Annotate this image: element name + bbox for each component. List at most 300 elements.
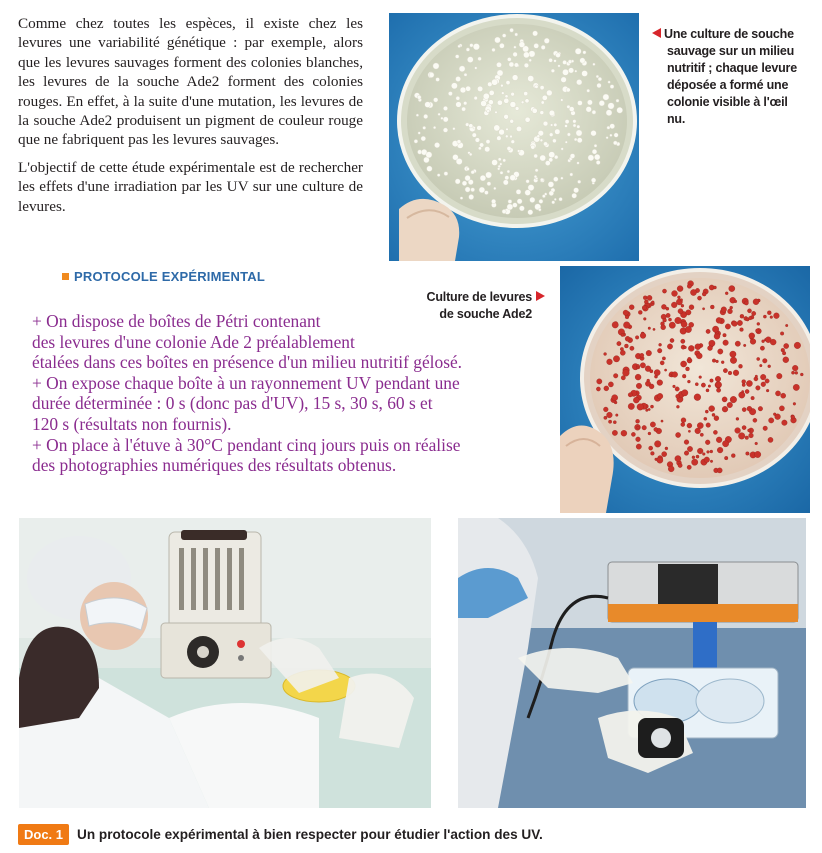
colony-dot — [455, 55, 459, 59]
colony-dot — [588, 155, 594, 161]
colony-dot — [686, 367, 690, 371]
colony-dot — [665, 447, 668, 450]
colony-dot — [475, 67, 478, 70]
colony-dot — [651, 301, 654, 304]
colony-dot — [503, 159, 506, 162]
colony-dot — [425, 102, 431, 108]
colony-dot — [554, 60, 557, 63]
colony-dot — [659, 343, 662, 346]
colony-dot — [427, 166, 433, 172]
colony-dot — [523, 52, 529, 58]
colony-dot — [672, 372, 678, 378]
colony-dot — [716, 388, 720, 392]
colony-dot — [473, 127, 476, 130]
colony-dot — [508, 200, 512, 204]
colony-dot — [763, 426, 768, 431]
colony-dot — [541, 101, 544, 104]
colony-dot — [668, 466, 674, 472]
caption-wild-line-5: colonie visible à l'œil — [667, 95, 788, 109]
colony-dot — [497, 136, 502, 141]
colony-dot — [730, 306, 733, 309]
colony-dot — [620, 347, 623, 350]
colony-dot — [616, 414, 619, 417]
colony-dot — [728, 309, 733, 314]
colony-dot — [753, 299, 759, 305]
colony-dot — [549, 58, 553, 62]
colony-dot — [780, 332, 784, 336]
colony-dot — [554, 155, 558, 159]
colony-dot — [757, 357, 760, 360]
colony-dot — [529, 51, 535, 57]
colony-dot — [543, 121, 548, 126]
colony-dot — [746, 452, 750, 456]
colony-dot — [662, 452, 667, 457]
colony-dot — [533, 31, 538, 36]
colony-dot — [681, 339, 685, 343]
colony-dot — [714, 416, 719, 421]
colony-dot — [766, 389, 769, 392]
colony-dot — [643, 318, 646, 321]
colony-dot — [510, 135, 513, 138]
colony-dot — [752, 311, 756, 315]
section-title-text: PROTOCOLE EXPÉRIMENTAL — [74, 269, 265, 284]
colony-dot — [633, 397, 639, 403]
colony-dot — [653, 328, 655, 330]
colony-dot — [505, 95, 508, 98]
colony-dot — [534, 154, 538, 158]
colony-dot — [480, 175, 486, 181]
protocol-line-5: durée déterminée : 0 s (donc pas d'UV), 15 s, 30 s, 60 s et — [32, 393, 433, 414]
colony-dot — [475, 138, 480, 143]
colony-dot — [760, 364, 763, 367]
colony-dot — [791, 415, 795, 419]
colony-dot — [758, 406, 763, 411]
colony-dot — [612, 430, 617, 435]
colony-dot — [443, 128, 448, 133]
colony-dot — [667, 344, 672, 349]
colony-dot — [424, 114, 428, 118]
doc-badge: Doc. 1 — [18, 824, 69, 845]
colony-dot — [534, 175, 537, 178]
colony-dot — [700, 433, 703, 436]
colony-dot — [554, 198, 556, 200]
colony-dot — [723, 333, 727, 337]
colony-dot — [749, 316, 753, 320]
colony-dot — [800, 373, 803, 376]
colony-dot — [702, 453, 705, 456]
colony-dot — [594, 154, 600, 160]
colony-dot — [628, 393, 632, 397]
caption-wild-line-6: nu. — [667, 112, 686, 126]
colony-dot — [455, 179, 460, 184]
colony-dot — [550, 124, 553, 127]
colony-dot — [613, 421, 616, 424]
colony-dot — [569, 107, 574, 112]
colony-dot — [608, 81, 611, 84]
colony-dot — [748, 429, 751, 432]
colony-dot — [562, 69, 568, 75]
colony-dot — [650, 370, 653, 373]
colony-dot — [535, 85, 539, 89]
colony-dot — [779, 406, 784, 411]
colony-dot — [760, 346, 764, 350]
colony-dot — [774, 313, 780, 319]
colony-dot — [416, 114, 419, 117]
colony-dot — [708, 346, 713, 351]
colony-dot — [650, 405, 653, 408]
colony-dot — [577, 162, 580, 165]
colony-dot — [791, 371, 794, 374]
colony-dot — [712, 326, 718, 332]
colony-dot — [549, 110, 555, 116]
colony-dot — [504, 114, 509, 119]
colony-dot — [570, 154, 575, 159]
colony-dot — [574, 138, 577, 141]
colony-dot — [793, 384, 799, 390]
colony-dot — [616, 99, 619, 102]
colony-dot — [782, 420, 788, 426]
colony-dot — [648, 408, 650, 410]
colony-dot — [737, 320, 742, 325]
colony-dot — [723, 340, 729, 346]
colony-dot — [559, 197, 563, 201]
colony-dot — [486, 172, 492, 178]
colony-dot — [507, 146, 511, 150]
colony-dot — [499, 43, 504, 48]
colony-dot — [685, 326, 691, 332]
colony-dot — [681, 422, 685, 426]
colony-dot — [742, 380, 746, 384]
colony-dot — [775, 391, 780, 396]
colony-dot — [503, 180, 508, 185]
colony-dot — [472, 133, 476, 137]
colony-dot — [742, 390, 744, 392]
colony-dot — [577, 125, 580, 128]
colony-dot — [642, 305, 646, 309]
colony-dot — [607, 126, 610, 129]
colony-dot — [682, 374, 686, 378]
colony-dot — [510, 28, 514, 32]
colony-dot — [474, 96, 478, 100]
colony-dot — [486, 140, 490, 144]
colony-dot — [747, 309, 751, 313]
colony-dot — [636, 444, 641, 449]
colony-dot — [649, 384, 654, 389]
colony-dot — [717, 468, 722, 473]
colony-dot — [498, 158, 501, 161]
colony-dot — [549, 191, 554, 196]
colony-dot — [478, 147, 481, 150]
colony-dot — [654, 427, 658, 431]
colony-dot — [586, 107, 592, 113]
colony-dot — [510, 119, 514, 123]
colony-dot — [704, 457, 710, 463]
colony-dot — [681, 321, 687, 327]
colony-dot — [501, 92, 504, 95]
colony-dot — [725, 324, 730, 329]
colony-dot — [502, 209, 506, 213]
colony-dot — [724, 456, 728, 460]
colony-dot — [497, 70, 503, 76]
colony-dot — [561, 177, 564, 180]
colony-dot — [781, 393, 786, 398]
colony-dot — [492, 160, 498, 166]
colony-dot — [500, 163, 503, 166]
colony-dot — [429, 73, 434, 78]
colony-dot — [792, 365, 798, 371]
colony-dot — [551, 69, 555, 73]
doc-caption-text: Un protocole expérimental à bien respecter pour étudier l'action des UV. — [77, 827, 543, 842]
petri-dish-white-colonies-image — [389, 13, 639, 261]
colony-dot — [531, 145, 535, 149]
caption-ade2-line-1: Culture de levures — [426, 290, 532, 304]
colony-dot — [543, 142, 547, 146]
colony-dot — [612, 395, 618, 401]
colony-dot — [675, 387, 679, 391]
colony-dot — [738, 433, 745, 440]
colony-dot — [433, 63, 439, 69]
colony-dot — [509, 62, 514, 67]
colony-dot — [437, 174, 440, 177]
colony-dot — [637, 426, 640, 429]
colony-dot — [725, 292, 728, 295]
colony-dot — [477, 86, 482, 91]
colony-dot — [525, 99, 529, 103]
colony-dot — [587, 100, 592, 105]
colony-dot — [755, 442, 758, 445]
colony-dot — [510, 175, 516, 181]
protocol-line-1: + On dispose de boîtes de Pétri contenant — [32, 311, 321, 331]
colony-dot — [765, 379, 769, 383]
colony-dot — [638, 310, 642, 314]
colony-dot — [731, 454, 735, 458]
photo-ade2-culture — [560, 266, 810, 513]
colony-dot — [552, 201, 555, 204]
colony-dot — [510, 102, 516, 108]
colony-dot — [654, 370, 660, 376]
colony-dot — [740, 314, 744, 318]
colony-dot — [528, 185, 534, 191]
petri-dish-red-colonies-image — [560, 266, 810, 513]
colony-dot — [620, 350, 625, 355]
colony-dot — [662, 357, 665, 360]
colony-dot — [483, 93, 489, 99]
colony-dot — [444, 172, 448, 176]
colony-dot — [529, 59, 532, 62]
colony-dot — [573, 124, 576, 127]
colony-dot — [526, 180, 530, 184]
colony-dot — [567, 133, 570, 136]
colony-dot — [644, 300, 648, 304]
colony-dot — [607, 359, 613, 365]
colony-dot — [755, 375, 758, 378]
colony-dot — [696, 353, 702, 359]
colony-dot — [524, 92, 528, 96]
colony-dot — [576, 79, 582, 85]
colony-dot — [565, 120, 569, 124]
colony-dot — [540, 111, 544, 115]
colony-dot — [695, 383, 698, 386]
arrow-right-icon — [536, 291, 545, 301]
colony-dot — [664, 369, 666, 371]
colony-dot — [729, 286, 735, 292]
colony-dot — [448, 92, 452, 96]
colony-dot — [451, 83, 457, 89]
colony-dot — [575, 70, 577, 72]
colony-dot — [607, 412, 613, 418]
colony-dot — [604, 416, 607, 419]
colony-dot — [763, 315, 766, 318]
colony-dot — [561, 77, 567, 83]
colony-dot — [512, 75, 518, 81]
colony-dot — [668, 318, 671, 321]
colony-dot — [623, 370, 630, 377]
colony-dot — [459, 66, 465, 72]
colony-dot — [660, 361, 664, 365]
colony-dot — [528, 76, 534, 82]
colony-dot — [485, 147, 490, 152]
colony-dot — [646, 409, 649, 412]
colony-dot — [649, 446, 653, 450]
colony-dot — [677, 286, 683, 292]
colony-dot — [540, 178, 543, 181]
colony-dot — [768, 365, 771, 368]
colony-dot — [537, 135, 540, 138]
colony-dot — [566, 88, 570, 92]
colony-dot — [705, 410, 708, 413]
colony-dot — [599, 100, 605, 106]
colony-dot — [623, 310, 628, 315]
colony-dot — [594, 144, 597, 147]
colony-dot — [706, 329, 710, 333]
colony-dot — [471, 188, 475, 192]
colony-dot — [549, 133, 553, 137]
photo-lab-incubator — [19, 518, 431, 808]
colony-dot — [696, 455, 699, 458]
colony-dot — [507, 170, 510, 173]
colony-dot — [574, 188, 579, 193]
colony-dot — [608, 420, 611, 423]
colony-dot — [418, 132, 421, 135]
colony-dot — [577, 101, 582, 106]
colony-dot — [735, 428, 741, 434]
colony-dot — [625, 315, 629, 319]
colony-dot — [434, 142, 439, 147]
colony-dot — [521, 101, 524, 104]
colony-dot — [541, 45, 545, 49]
colony-dot — [709, 406, 715, 412]
colony-dot — [494, 125, 500, 131]
colony-dot — [687, 380, 690, 383]
colony-dot — [552, 139, 556, 143]
intro-paragraph-2: L'objectif de cette étude expérimentale est de rechercher les effets d'une irradiation par les UV sur une culture de levures. — [18, 158, 363, 215]
colony-dot — [753, 418, 757, 422]
colony-dot — [794, 342, 801, 349]
colony-dot — [514, 63, 518, 67]
colony-dot — [604, 353, 607, 356]
colony-dot — [456, 102, 462, 108]
colony-dot — [756, 386, 761, 391]
colony-dot — [773, 413, 776, 416]
colony-dot — [596, 160, 600, 164]
protocol-line-2: des levures d'une colonie Ade 2 préalablement — [32, 331, 355, 352]
colony-dot — [684, 346, 687, 349]
colony-dot — [466, 167, 469, 170]
colony-dot — [770, 316, 773, 319]
colony-dot — [539, 199, 543, 203]
colony-dot — [414, 139, 418, 143]
colony-dot — [516, 126, 521, 131]
colony-dot — [742, 408, 746, 412]
colony-dot — [580, 58, 585, 63]
colony-dot — [715, 376, 721, 382]
square-bullet-icon — [62, 273, 69, 280]
colony-dot — [666, 313, 670, 317]
colony-dot — [617, 341, 621, 345]
colony-dot — [610, 134, 613, 137]
colony-dot — [695, 428, 701, 434]
colony-dot — [582, 71, 588, 77]
colony-dot — [423, 126, 426, 129]
colony-dot — [650, 422, 655, 427]
colony-dot — [710, 305, 714, 309]
colony-dot — [502, 34, 506, 38]
colony-dot — [676, 394, 680, 398]
arrow-left-icon — [652, 28, 661, 38]
caption-wild-line-4: déposée a formé une — [667, 78, 789, 92]
colony-dot — [732, 321, 737, 326]
colony-dot — [648, 432, 651, 435]
colony-dot — [681, 304, 684, 307]
colony-dot — [713, 430, 717, 434]
colony-dot — [637, 404, 644, 411]
colony-dot — [570, 173, 573, 176]
colony-dot — [556, 53, 561, 58]
colony-dot — [697, 296, 701, 300]
colony-dot — [606, 137, 608, 139]
colony-dot — [631, 432, 635, 436]
colony-dot — [630, 346, 634, 350]
colony-dot — [702, 308, 704, 310]
colony-dot — [495, 111, 498, 114]
colony-dot — [712, 413, 715, 416]
colony-dot — [465, 187, 470, 192]
colony-dot — [534, 43, 539, 48]
colony-dot — [648, 327, 651, 330]
colony-dot — [546, 90, 552, 96]
colony-dot — [677, 296, 680, 299]
caption-wild-line-3: nutritif ; chaque levure — [667, 61, 797, 75]
colony-dot — [577, 138, 582, 143]
colony-dot — [477, 126, 482, 131]
colony-dot — [722, 397, 727, 402]
colony-dot — [507, 57, 511, 61]
colony-dot — [717, 447, 723, 453]
colony-dot — [663, 318, 667, 322]
colony-dot — [516, 189, 521, 194]
colony-dot — [769, 418, 774, 423]
intro-text — [18, 14, 363, 224]
colony-dot — [604, 386, 609, 391]
colony-dot — [617, 107, 623, 113]
colony-dot — [666, 307, 669, 310]
colony-dot — [760, 374, 766, 380]
colony-dot — [681, 418, 686, 423]
colony-dot — [462, 181, 467, 186]
colony-dot — [640, 363, 645, 368]
colony-dot — [688, 345, 694, 351]
colony-dot — [575, 48, 581, 54]
